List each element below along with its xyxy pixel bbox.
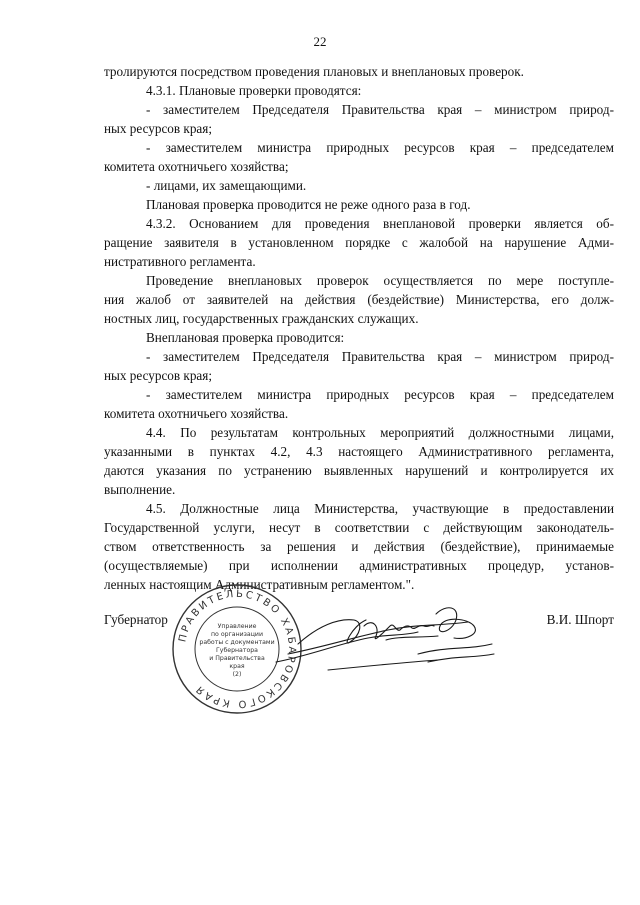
- signatory-name: В.И. Шпорт: [546, 612, 614, 627]
- text-line: тролируются посредством проведения плановых и внеплановых проверок.: [104, 64, 524, 79]
- text-line: указанными в пунктах 4.2, 4.3 настоящего Административного регламента,: [104, 444, 614, 459]
- text-line: Плановая проверка проводится не реже одного раза в год.: [146, 197, 471, 212]
- seal-center-line: (2): [232, 671, 242, 678]
- text-line: - заместителем Председателя Правительства края – министром природ-: [146, 349, 614, 364]
- page-number: 22: [313, 34, 327, 49]
- seal-center-line: по организации: [211, 631, 263, 638]
- text-line: 4.3.1. Плановые проверки проводятся:: [146, 83, 362, 98]
- seal-center-line: работы с документами: [199, 639, 275, 646]
- text-line: 4.5. Должностные лица Министерства, участвующие в предоставлении: [146, 501, 614, 516]
- text-line: 4.3.2. Основанием для проведения внеплановой проверки является об-: [146, 216, 614, 231]
- text-line: ных ресурсов края;: [104, 121, 213, 136]
- seal-center-line: Управление: [217, 623, 257, 630]
- text-line: ных ресурсов края;: [104, 368, 213, 383]
- text-line: ством ответственность за решения и действия (бездействие), принимаемые: [104, 539, 614, 554]
- seal-ring-text: ПРАВИТЕЛЬСТВО ХАБАРОВСКОГО КРАЯ: [177, 588, 298, 710]
- text-line: ращение заявителя в установленном порядке с жалобой на нарушение Адми-: [104, 235, 614, 250]
- text-line: нистративного регламента.: [104, 254, 256, 269]
- seal-center-line: и Правительства: [209, 655, 265, 662]
- text-line: - заместителем Председателя Правительства края – министром природ-: [146, 102, 614, 117]
- text-line: комитета охотничьего хозяйства.: [104, 406, 289, 421]
- document-body: [104, 62, 614, 594]
- handwritten-signature: [268, 596, 498, 680]
- text-line: (осуществляемые) при исполнении административных процедур, установ-: [104, 558, 614, 573]
- text-line: ния жалоб от заявителей на действия (бездействие) Министерства, его долж-: [104, 292, 614, 307]
- text-line: Проведение внеплановых проверок осуществляется по мере поступле-: [146, 273, 614, 288]
- text-line: Государственной услуги, несут в соответствии с действующим законодатель-: [104, 520, 614, 535]
- text-line: - заместителем министра природных ресурсов края – председателем: [146, 140, 614, 155]
- text-line: комитета охотничьего хозяйства;: [104, 159, 289, 174]
- text-line: выполнение.: [104, 482, 176, 497]
- text-line: - заместителем министра природных ресурсов края – председателем: [146, 387, 614, 402]
- text-line: 4.4. По результатам контрольных мероприятий должностными лицами,: [146, 425, 614, 440]
- seal-center-line: края: [229, 663, 245, 670]
- seal-center-line: Губернатора: [216, 647, 258, 654]
- text-line: даются указания по устранению выявленных нарушений и контролируется их: [104, 463, 614, 478]
- text-line: ленных настоящим Административным регламентом.".: [104, 577, 415, 592]
- text-line: - лицами, их замещающими.: [146, 178, 307, 193]
- text-line: Внеплановая проверка проводится:: [146, 330, 345, 345]
- signatory-title: Губернатор: [104, 612, 168, 627]
- text-line: ностных лиц, государственных гражданских служащих.: [104, 311, 419, 326]
